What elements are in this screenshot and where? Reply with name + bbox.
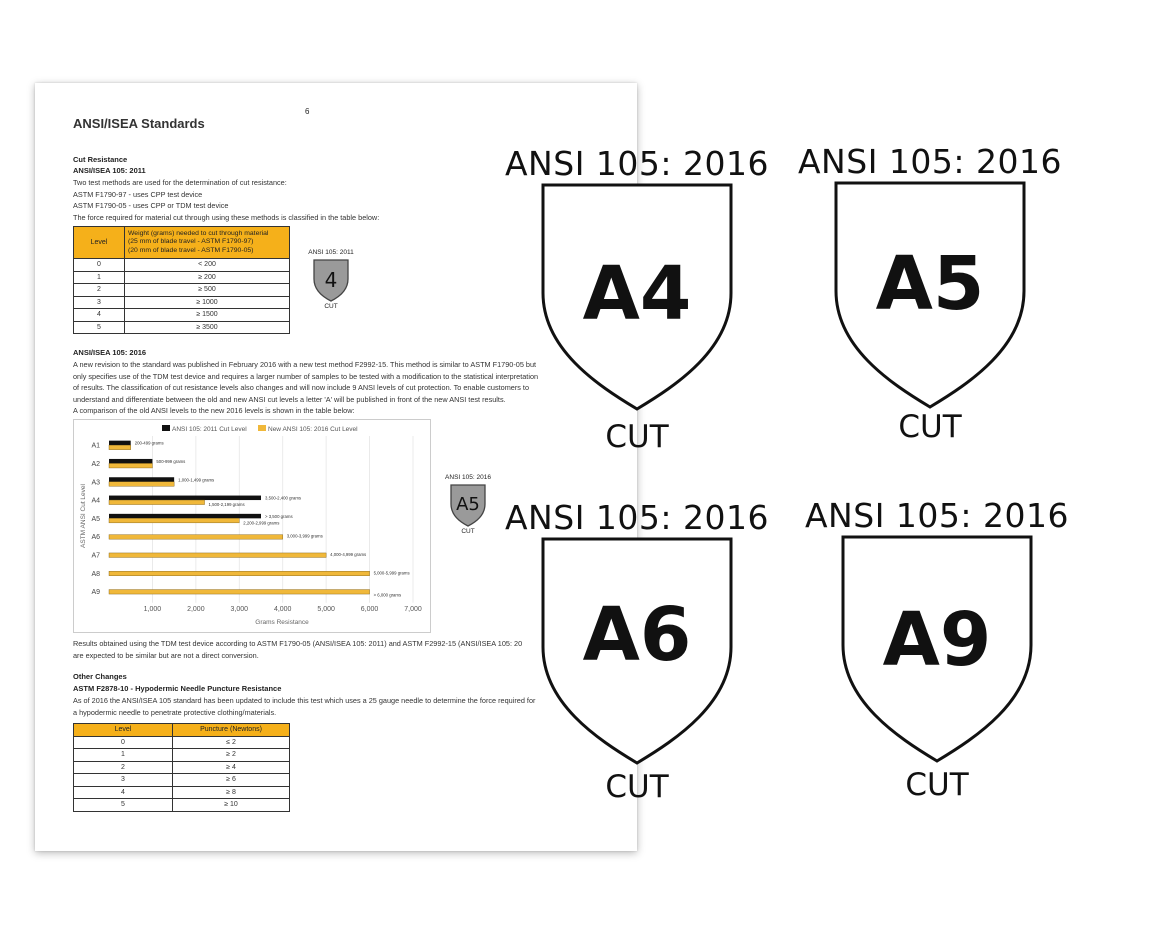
shield-icon [537,181,737,413]
table-row [74,284,290,297]
level-cell: 5 [74,321,125,334]
bar-label: 1,000-1,499 grams [178,477,215,483]
badge-bottom-label: CUT [898,409,962,445]
text-line: Results obtained using the TDM test device according to ASTM F1790-05 (ANSI/ISEA 105: 2011) and ASTM F2992-15 (ANSI/ISEA 105: 20 [73,639,523,648]
value-cell: ≥ 8 [173,786,290,799]
table-row [74,309,290,322]
x-tick-label: 5,000 [317,606,335,613]
badge-top-label: ANSI 105: 2016 [445,474,491,481]
cut-level-comparison-chart [73,419,431,633]
table-row [74,774,290,787]
level-cell: 1 [74,271,125,284]
shield-icon [311,257,351,303]
value-cell: ≥ 2 [173,749,290,762]
large-cut-badge-a4 [497,144,777,455]
category-label: A6 [91,534,100,542]
shield-icon [448,482,488,528]
cut-resistance-heading: Cut Resistance [73,155,128,164]
badge-bottom-label: CUT [324,303,338,310]
shield-icon [830,179,1030,411]
bar-2016 [109,590,370,595]
table-header-level: Level [74,227,125,259]
level-cell: 4 [74,786,173,799]
bar-2011 [109,496,261,501]
cut-badge-2016 [441,474,495,535]
text-line: a hypodermic needle to penetrate protective clothing/materials. [73,707,277,717]
table-row [74,271,290,284]
table-header-level: Level [74,724,173,737]
x-tick-label: 3,000 [230,606,249,613]
bar-2016 [109,445,131,450]
text-line: understand and differentiate between the old and new ANSI cut levels a letter 'A' will be published in front of the new ANSI test results. [73,394,506,404]
category-label: A4 [91,497,100,505]
bar-2016 [109,535,283,540]
category-label: A1 [91,442,100,450]
badge-top-label: ANSI 105: 2016 [504,498,769,537]
badge-bottom-label: CUT [461,528,475,535]
bar-label: 3,500-2,400 grams [265,495,302,501]
bar-2016 [109,571,370,576]
category-label: A9 [91,589,100,597]
header-line: (20 mm of blade travel - ASTM F1790-05) [128,246,254,254]
table-row [74,321,290,334]
table-row [74,786,290,799]
cut-badge-2011 [305,249,357,310]
large-cut-badge-a9 [797,496,1077,803]
legend-swatch-2016 [258,425,266,431]
category-label: A8 [91,570,100,578]
badge-bottom-label: CUT [605,419,669,455]
text-line: ASTM F1790-97 - uses CPP test device [73,189,203,199]
chart-svg [74,420,430,632]
large-cut-badge-a6 [497,498,777,805]
text-line: As of 2016 the ANSI/ISEA 105 standard has been updated to include this test which uses a 25 gauge needle to determine the force required for [73,696,536,705]
badge-top-label: ANSI 105: 2016 [797,142,1062,181]
text-line: The force required for material cut through using these methods is classified in the table below: [73,212,380,222]
x-axis-label: Grams Resistance [255,619,309,626]
value-cell: ≥ 10 [173,799,290,812]
value-cell: < 200 [125,259,290,272]
puncture-subheading: ASTM F2878-10 - Hypodermic Needle Puncture Resistance [73,684,282,693]
bar-label: 4,000-4,999 grams [330,551,367,557]
value-cell: ≥ 500 [125,284,290,297]
level-cell: 2 [74,761,173,774]
category-label: A3 [91,479,100,487]
level-cell: 1 [74,749,173,762]
x-tick-label: 6,000 [360,606,379,613]
page-number: 6 [305,107,310,116]
text-line: only specifies use of the TDM test device and requires a larger number of samples to be tested with a modification to the statistical interpretation [73,371,539,381]
bar-2016 [109,500,205,505]
x-tick-label: 2,000 [187,606,205,613]
badge-level: A9 [882,597,992,683]
bar-label: 1,500-2,199 grams [208,502,245,508]
badge-top-label: ANSI 105: 2011 [308,249,354,256]
shield-icon [537,535,737,767]
page-title: ANSI/ISEA Standards [73,116,205,131]
x-tick-label: 1,000 [143,606,162,613]
badge-bottom-label: CUT [605,769,669,805]
text-line: are expected to be similar but are not a direct conversion. [73,650,259,660]
level-cell: 2 [74,284,125,297]
header-line: Weight (grams) needed to cut through material [128,229,269,237]
header-line: (25 mm of blade travel - ASTM F1790-97) [128,238,254,246]
badge-top-label: ANSI 105: 2016 [504,144,769,183]
x-tick-label: 7,000 [404,606,422,613]
level-cell: 0 [74,259,125,272]
other-changes-heading: Other Changes [73,672,127,681]
value-cell: ≥ 4 [173,761,290,774]
bar-2016 [109,482,174,487]
badge-level: A5 [875,241,985,327]
badge-level: A6 [582,592,692,678]
value-cell: ≥ 1500 [125,309,290,322]
bar-label: 2,200-2,999 grams [243,520,280,526]
level-cell: 0 [74,736,173,749]
value-cell: ≥ 3500 [125,321,290,334]
puncture-table [73,723,290,812]
value-cell: ≤ 2 [173,736,290,749]
bar-2011 [109,441,131,446]
badge-level: A5 [456,494,480,515]
large-cut-badge-a5 [790,142,1070,445]
category-label: A7 [91,552,100,560]
cut-level-table-2011 [73,226,290,334]
text-line: Two test methods are used for the determination of cut resistance: [73,178,287,187]
legend-swatch-2011 [162,425,170,431]
text-line: A comparison of the old ANSI levels to the new 2016 levels is shown in the table below: [73,406,355,415]
bar-label: > 6,000 grams [373,592,402,598]
badge-level: A4 [582,251,692,337]
table-row [74,761,290,774]
bar-label: 500-999 grams [156,458,186,464]
chart-marks [91,436,421,613]
category-label: A2 [91,460,100,468]
value-cell: ≥ 1000 [125,296,290,309]
text-line: ASTM F1790-05 - uses CPP or TDM test device [73,201,229,210]
bar-label: 200-499 grams [134,440,164,446]
badge-level: 4 [324,268,338,292]
text-line: of results. The classification of cut resistance levels also changes and will now include 9 ANSI levels of cut protection. To enable customers to [73,383,530,392]
table-row [74,296,290,309]
bar-label: 5,000-5,999 grams [373,570,410,576]
badge-top-label: ANSI 105: 2016 [804,496,1069,535]
level-cell: 3 [74,296,125,309]
badge-bottom-label: CUT [905,767,969,803]
bar-2016 [109,553,326,558]
table-row [74,749,290,762]
value-cell: ≥ 6 [173,774,290,787]
text-line: A new revision to the standard was published in February 2016 with a new test method F2992-15. This method is similar to ASTM F1790-05 but [73,360,537,369]
ansi-2016-heading: ANSI/ISEA 105: 2016 [73,348,147,357]
bar-label: > 3,500 grams [265,513,293,519]
legend-label-2011: ANSI 105: 2011 Cut Level [172,426,247,433]
bar-2011 [109,477,174,482]
bar-2016 [109,518,239,523]
table-row [74,799,290,812]
level-cell: 5 [74,799,173,812]
level-cell: 4 [74,309,125,322]
level-cell: 3 [74,774,173,787]
category-label: A5 [91,515,100,523]
x-tick-label: 4,000 [273,606,292,613]
table-header-puncture: Puncture (Newtons) [173,724,290,737]
bar-2011 [109,459,152,464]
bar-label: 3,000-3,999 grams [286,533,323,539]
bar-2011 [109,514,261,519]
legend-label-2016: New ANSI 105: 2016 Cut Level [268,426,358,433]
table-row [74,259,290,272]
ansi-2011-subheading: ANSI/ISEA 105: 2011 [73,166,146,175]
table-header-weight [125,227,290,259]
bar-2016 [109,463,152,468]
shield-icon [837,533,1037,765]
table-row [74,736,290,749]
y-axis-label: ASTM ANSI Cut Level [80,484,87,548]
chart-legend [162,425,358,433]
value-cell: ≥ 200 [125,271,290,284]
